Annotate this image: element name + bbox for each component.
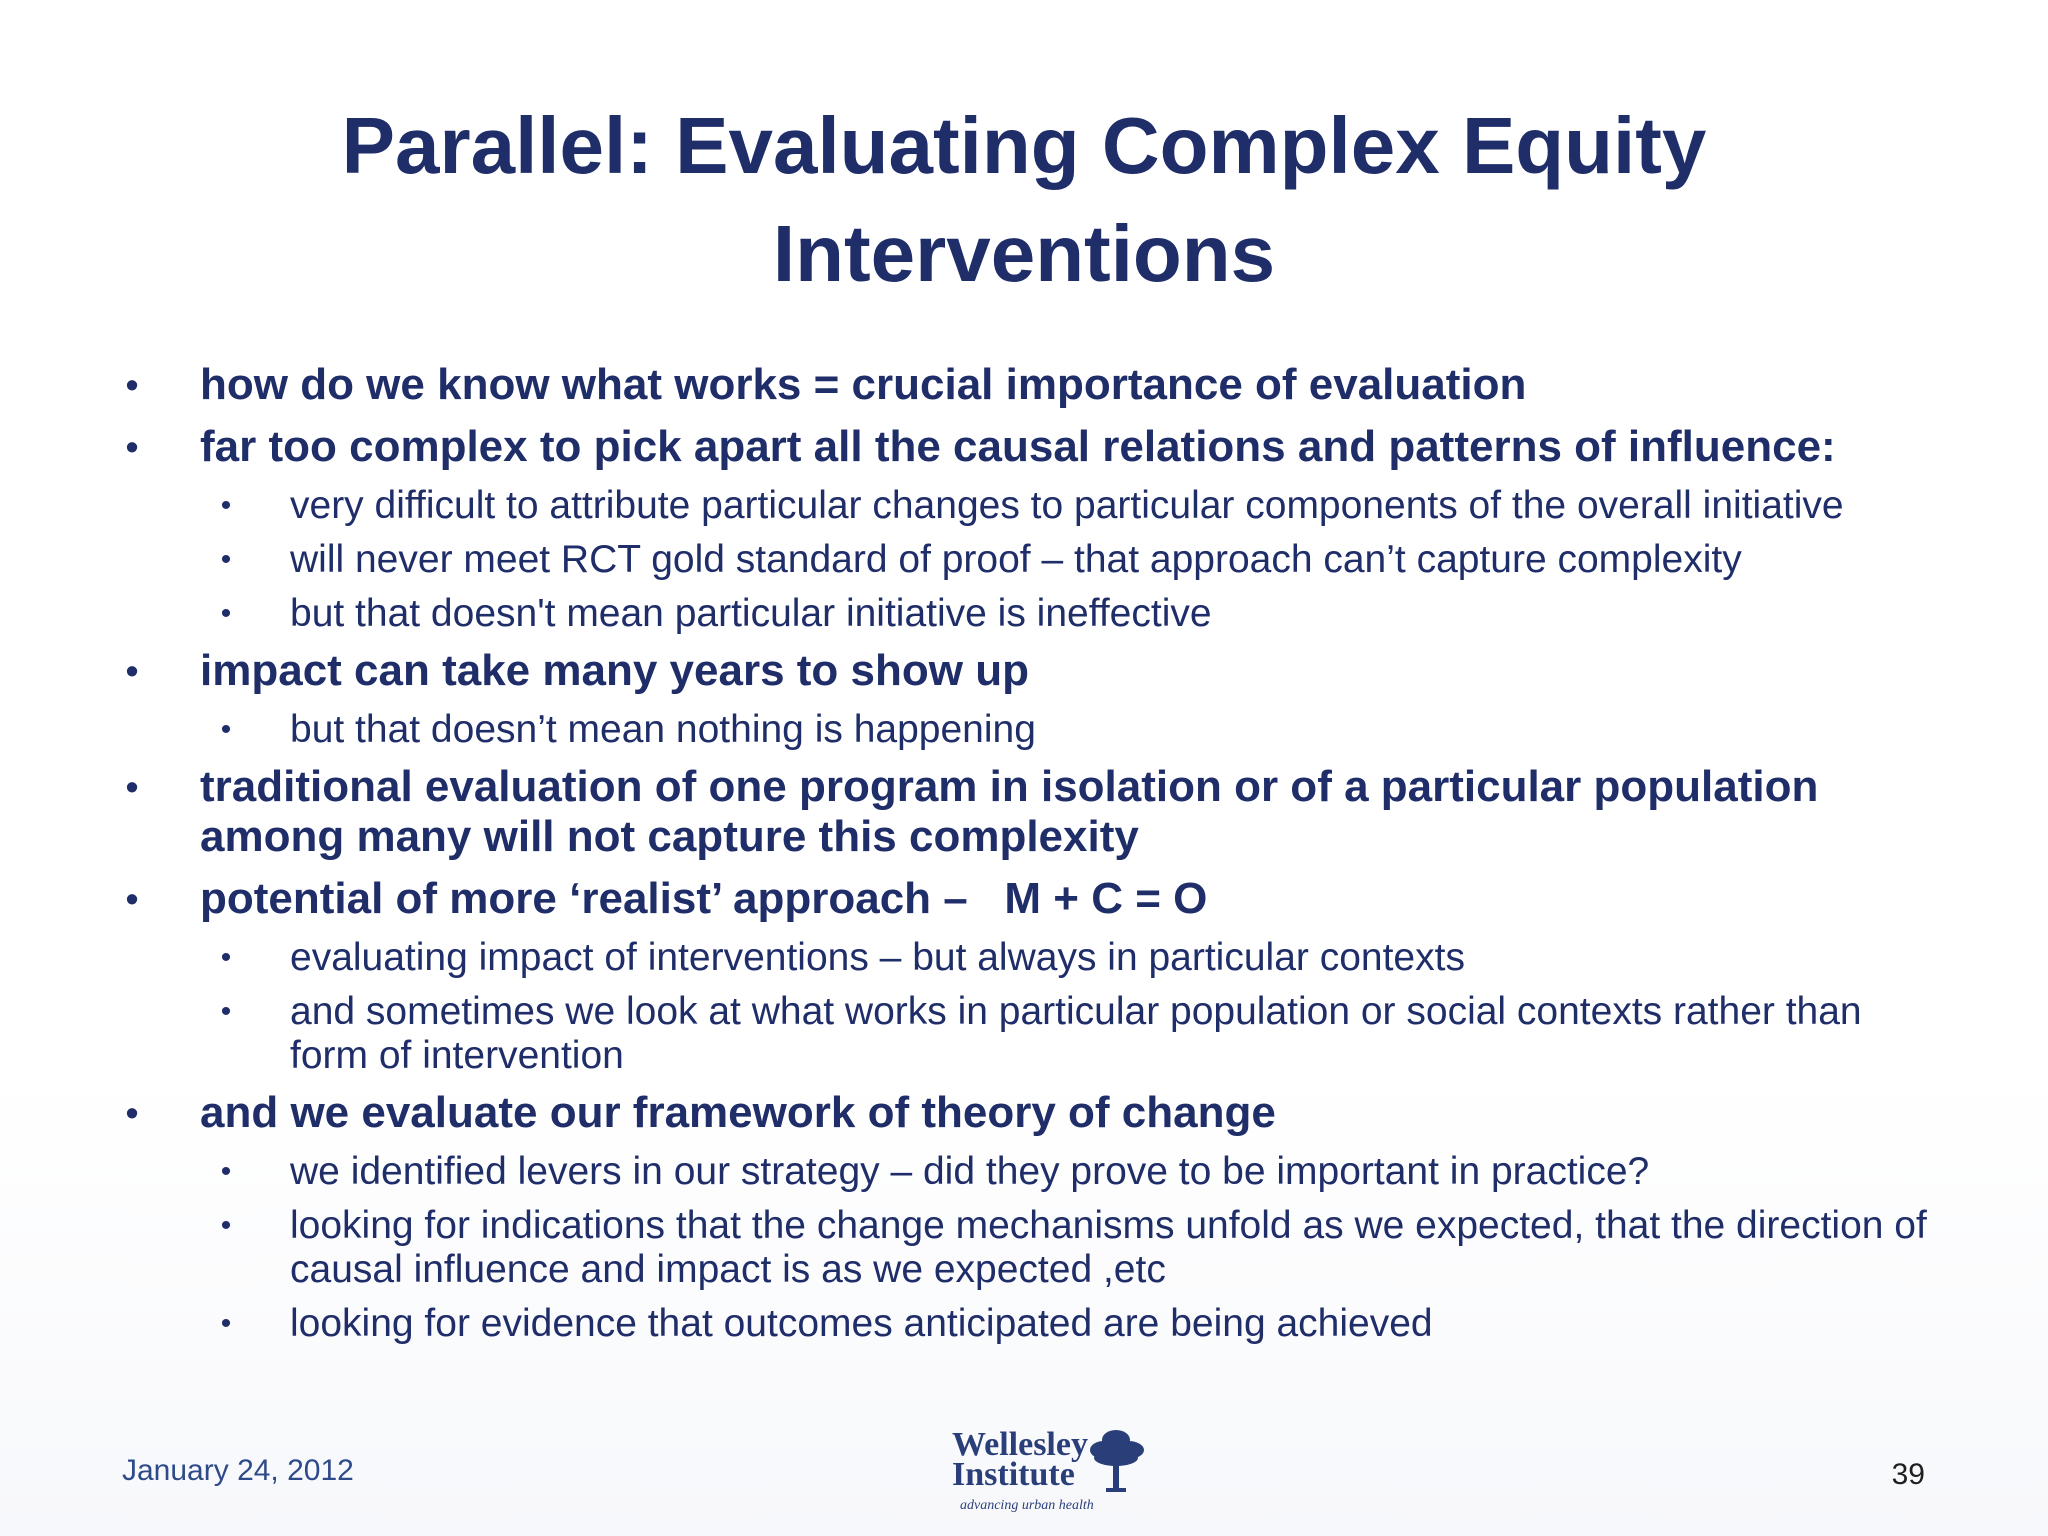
sub-bullet-item bbox=[118, 1204, 1938, 1292]
bullet-item bbox=[118, 360, 1938, 410]
sub-bullet-text: will never meet RCT gold standard of proof – that approach can’t capture complexity bbox=[290, 538, 1742, 581]
bullet-icon: • bbox=[220, 489, 232, 522]
logo-wordmark bbox=[952, 1426, 1088, 1493]
bullet-text: potential of more ‘realist’ approach – M + C = O bbox=[200, 874, 1208, 923]
sub-bullet-item bbox=[118, 484, 1938, 528]
slide-title-line-2: Interventions bbox=[772, 209, 1276, 298]
sub-bullet-text: evaluating impact of interventions – but always in particular contexts bbox=[290, 936, 1465, 979]
bullet-icon: • bbox=[220, 1307, 232, 1340]
bullet-text: far too complex to pick apart all the causal relations and patterns of influence: bbox=[200, 422, 1836, 471]
bullet-icon: • bbox=[220, 995, 232, 1028]
sub-bullet-item bbox=[118, 538, 1938, 582]
bullet-icon: • bbox=[220, 543, 232, 576]
sub-bullet-item bbox=[118, 936, 1938, 980]
sub-bullet-text: we identified levers in our strategy – did they prove to be important in practice? bbox=[290, 1150, 1650, 1193]
bullet-list bbox=[118, 360, 1938, 1356]
bullet-item bbox=[118, 874, 1938, 924]
logo-tagline: advancing urban health bbox=[960, 1498, 1094, 1513]
bullet-item bbox=[118, 1088, 1938, 1138]
sub-bullet-item bbox=[118, 592, 1938, 636]
logo-line-1: Wellesley bbox=[952, 1426, 1088, 1463]
bullet-icon: • bbox=[125, 1092, 139, 1133]
footer-date: January 24, 2012 bbox=[122, 1454, 354, 1487]
bullet-icon: • bbox=[125, 426, 139, 467]
slide-title bbox=[140, 92, 1908, 308]
sub-bullet-item bbox=[118, 708, 1938, 752]
sub-bullet-text: looking for evidence that outcomes anticipated are being achieved bbox=[290, 1302, 1433, 1345]
bullet-icon: • bbox=[220, 1155, 232, 1188]
page-number: 39 bbox=[1891, 1458, 1925, 1491]
bullet-icon: • bbox=[220, 713, 232, 746]
bullet-icon: • bbox=[220, 941, 232, 974]
slide-title-line-1: Parallel: Evaluating Complex Equity bbox=[341, 101, 1707, 190]
bullet-icon: • bbox=[125, 878, 139, 919]
bullet-item bbox=[118, 422, 1938, 472]
bullet-text: traditional evaluation of one program in isolation or of a particular population among many will not capture this complexity bbox=[200, 762, 1819, 861]
sub-bullet-text: very difficult to attribute particular changes to particular components of the overall initiative bbox=[290, 484, 1844, 527]
sub-bullet-item bbox=[118, 990, 1938, 1078]
bullet-text: and we evaluate our framework of theory of change bbox=[200, 1088, 1276, 1137]
wellesley-institute-logo bbox=[952, 1424, 1152, 1524]
sub-bullet-text: but that doesn’t mean nothing is happening bbox=[290, 708, 1036, 751]
bullet-icon: • bbox=[220, 597, 232, 630]
tree-icon bbox=[1084, 1424, 1148, 1494]
bullet-icon: • bbox=[220, 1209, 232, 1242]
bullet-text: impact can take many years to show up bbox=[200, 646, 1029, 695]
logo-line-2: Institute bbox=[952, 1456, 1075, 1493]
sub-bullet-text: but that doesn't mean particular initiative is ineffective bbox=[290, 592, 1212, 635]
bullet-item bbox=[118, 646, 1938, 696]
sub-bullet-text: and sometimes we look at what works in particular population or social contexts rather than form of intervention bbox=[290, 990, 1862, 1077]
sub-bullet-text: looking for indications that the change mechanisms unfold as we expected, that the direction of causal influence and impact is as we expected ,etc bbox=[290, 1204, 1927, 1291]
bullet-item bbox=[118, 762, 1938, 862]
bullet-icon: • bbox=[125, 364, 139, 405]
sub-bullet-item bbox=[118, 1302, 1938, 1346]
bullet-icon: • bbox=[125, 650, 139, 691]
bullet-icon: • bbox=[125, 766, 139, 807]
bullet-text: how do we know what works = crucial importance of evaluation bbox=[200, 360, 1527, 409]
sub-bullet-item bbox=[118, 1150, 1938, 1194]
